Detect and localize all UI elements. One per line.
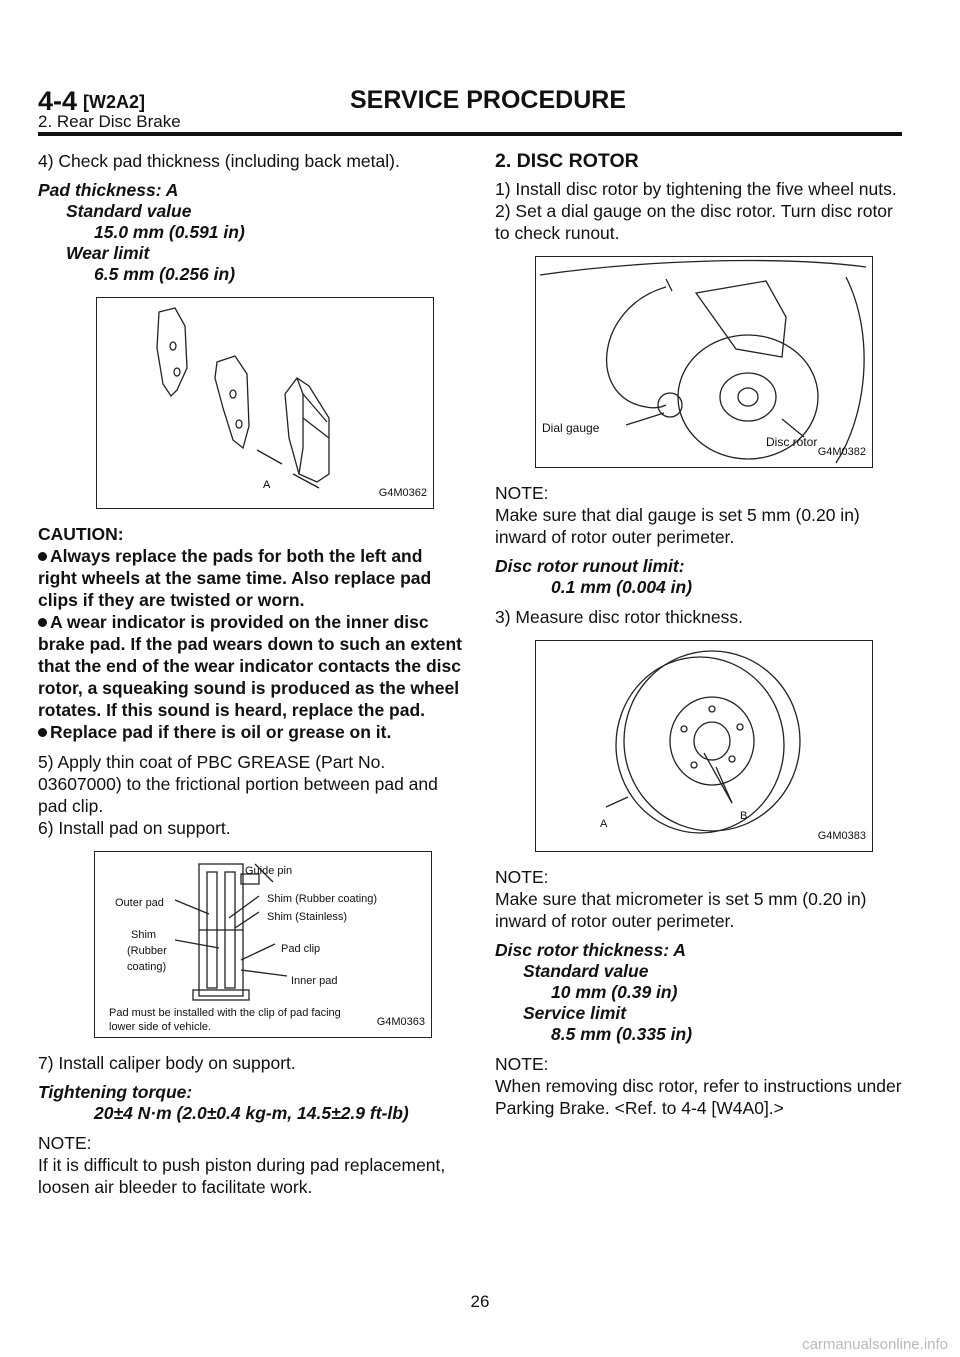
section-heading: 2. DISC ROTOR [495,150,639,172]
callout-outer-pad: Outer pad [115,897,164,909]
callout-shim-rubber: Shim (Rubber coating) [267,893,378,905]
figure-code: G4M0382 [817,446,866,458]
torque-value: 20±4 N·m (2.0±0.4 kg-m, 14.5±2.9 ft-lb) [94,1103,409,1123]
callout-shim-stainless: Shim (Stainless) [267,911,348,923]
spec-std-value: 15.0 mm (0.591 in) [94,222,245,242]
note-2-text: Make sure that micrometer is set 5 mm (0.20 in) inward of rotor outer perimeter. [495,889,867,931]
step-6: 6) Install pad on support. [38,818,231,838]
callout-dial-gauge: Dial gauge [542,421,600,435]
label-b: B [740,810,748,822]
step-2: 2) Set a dial gauge on the disc rotor. Turn disc rotor to check runout. [495,201,893,243]
torque-spec [38,1082,462,1124]
bullet-icon [38,618,47,627]
figure-code: G4M0363 [376,1016,425,1028]
step-4: 4) Check pad thickness (including back metal). [38,151,400,171]
left-column [38,150,462,1198]
caution-item: A wear indicator is provided on the inner disc brake pad. If the pad wears down to such an extent that the end of the wear indicator contacts the disc rotor, a squeaking sound is produced as the wheel rotates. If this sound is heard, replace the pad. [38,612,462,720]
spec-std-label: Standard value [66,201,192,221]
figure-pad-install [94,851,432,1038]
spec-wear-value: 6.5 mm (0.256 in) [94,264,236,284]
torque-title: Tightening torque: [38,1082,193,1102]
note-2-title: NOTE: [495,867,549,887]
label-a: A [600,818,608,830]
runout-title: Disc rotor runout limit: [495,556,685,576]
spec-wear-label: Wear limit [66,243,150,263]
thickness-svc-label: Service limit [523,1003,627,1023]
note-text: If it is difficult to push piston during pad replacement, loosen air bleeder to facilitate work. [38,1155,446,1197]
figure-dial-gauge [535,256,873,468]
install-note-1: Pad must be installed with the clip of pad facing [109,1007,341,1019]
callout-shim-left-2: (Rubber [127,945,167,957]
step-5: 5) Apply thin coat of PBC GREASE (Part No. 03607000) to the frictional portion between pad and pad clip. [38,752,438,816]
watermark: carmanualsonline.info [802,1336,948,1353]
thickness-std-value: 10 mm (0.39 in) [551,982,678,1002]
step-7: 7) Install caliper body on support. [38,1053,296,1073]
figure-pads [96,297,434,509]
thickness-svc-value: 8.5 mm (0.335 in) [551,1024,693,1044]
section-ref: [W2A2] [83,92,146,112]
header-rule [38,132,902,136]
callout-shim-left: Shim [131,929,157,941]
note-1-title: NOTE: [495,483,549,503]
bullet-icon [38,552,47,561]
header-title: SERVICE PROCEDURE [350,86,626,114]
caution-title: CAUTION: [38,524,124,544]
section-code: 4-4 [W2A2] [38,86,146,116]
runout-spec [495,556,905,598]
callout-inner-pad: Inner pad [291,975,338,987]
callout-guide-pin: Guide pin [245,865,293,877]
rotor-thickness-illustration [536,641,872,851]
note-3-text: When removing disc rotor, refer to instructions under Parking Brake. <Ref. to 4-4 [W4A0].> [495,1076,902,1118]
step-1: 1) Install disc rotor by tightening the five wheel nuts. [495,179,897,199]
callout-pad-clip: Pad clip [281,943,321,955]
bullet-icon [38,728,47,737]
caution-item: Always replace the pads for both the left and right wheels at the same time. Also replace pad clips if they are twisted or worn. [38,546,432,610]
thickness-spec [495,940,905,1045]
caution-item: Replace pad if there is oil or grease on it. [38,721,462,743]
figure-code: G4M0383 [817,830,866,842]
page-number: 26 [470,1292,490,1311]
thickness-title: Disc rotor thickness: A [495,940,686,960]
step-3: 3) Measure disc rotor thickness. [495,607,744,627]
label-a: A [263,479,271,491]
pads-illustration [97,298,433,508]
install-note-2: lower side of vehicle. [109,1021,212,1033]
spec-title: Pad thickness: A [38,180,179,200]
figure-rotor-thickness [535,640,873,852]
callout-shim-left-3: coating) [127,961,167,973]
note-1-text: Make sure that dial gauge is set 5 mm (0.20 in) inward of rotor outer perimeter. [495,505,860,547]
note-title: NOTE: [38,1133,92,1153]
runout-value: 0.1 mm (0.004 in) [551,577,693,597]
header-subtitle: 2. Rear Disc Brake [38,112,181,131]
thickness-std-label: Standard value [523,961,649,981]
note-3-title: NOTE: [495,1054,549,1074]
figure-code: G4M0362 [378,487,427,499]
pad-thickness-spec [38,180,462,285]
callout-disc-rotor: Disc rotor [766,435,818,449]
caution-block [38,523,462,743]
right-column [495,150,905,1119]
